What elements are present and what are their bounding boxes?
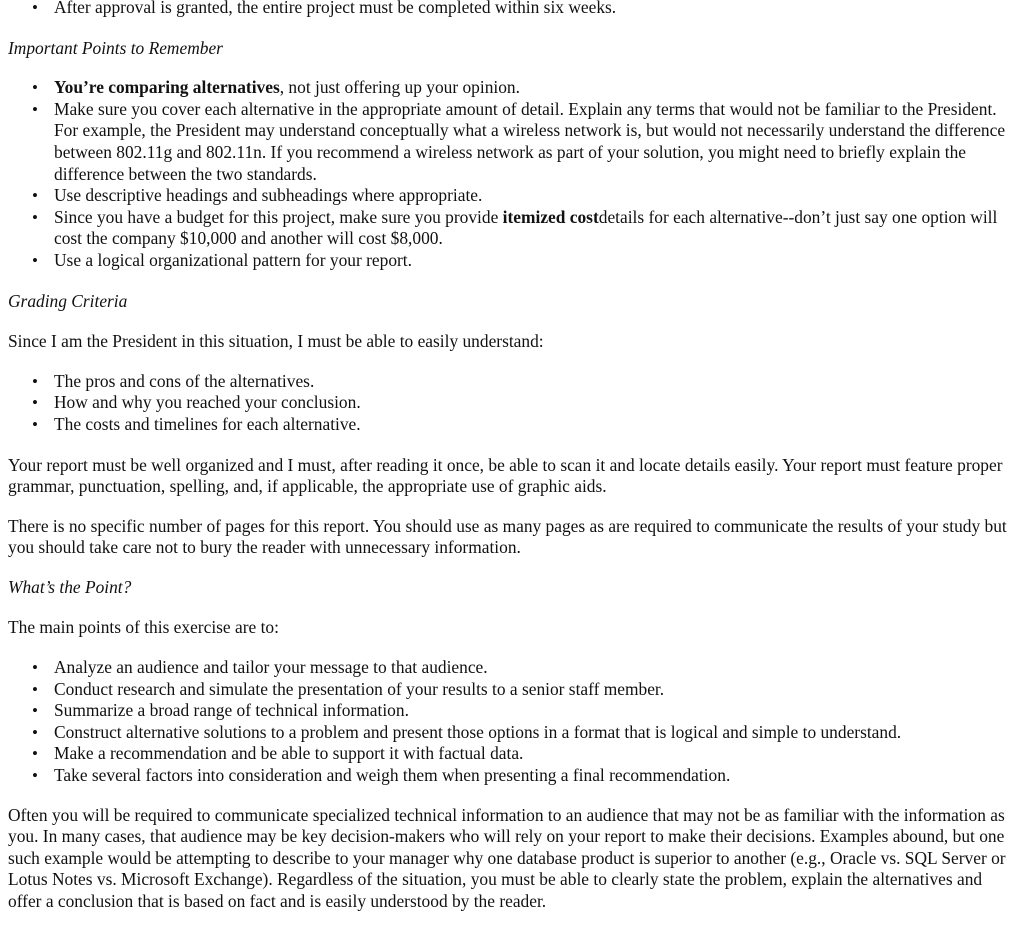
grading-criteria-list — [8, 371, 1012, 436]
document-body — [8, 0, 1012, 913]
list-item: • Use a logical organizational pattern for your report. — [54, 250, 1012, 272]
list-item: • How and why you reached your conclusion. — [54, 392, 1012, 414]
important-points-heading: Important Points to Remember — [8, 37, 223, 58]
list-item — [54, 77, 1012, 99]
organization-paragraph: Your report must be well organized and I must, after reading it once, be able to scan it and locate details easily. Your report must feature proper grammar, punctuation, spelling, and, if applicable, the appropriate use of graphic aids. — [8, 454, 1003, 497]
list-item: • Analyze an audience and tailor your message to that audience. — [54, 657, 1012, 679]
whats-the-point-heading: What’s the Point? — [8, 576, 132, 597]
list-item-text: details for each alternative--don’t just say one option will cost the company $10,000 and another will cost $8,000. — [54, 206, 998, 249]
list-item-text: , not just offering up your opinion. — [279, 77, 520, 98]
list-item: • The pros and cons of the alternatives. — [54, 371, 1012, 393]
page-count-paragraph: There is no specific number of pages for this report. You should use as many pages as are required to communicate the results of your study but you should take care not to bury the reader with unnecessary information. — [8, 515, 1007, 558]
bold-phrase: itemized cost — [502, 206, 599, 227]
bold-phrase: You’re comparing alternatives — [54, 77, 280, 98]
important-points-list — [8, 77, 1012, 271]
list-item: • Take several factors into consideration and weigh them when presenting a final recommendation. — [54, 765, 1012, 787]
project-timeline-list — [8, 0, 1012, 19]
grading-intro-paragraph: Since I am the President in this situation, I must be able to easily understand: — [8, 331, 544, 352]
list-item — [54, 207, 1012, 250]
list-item-text: Since you have a budget for this project, make sure you provide — [54, 206, 503, 227]
list-item: • The costs and timelines for each alternative. — [54, 414, 1012, 436]
list-item: • Summarize a broad range of technical information. — [54, 700, 1012, 722]
list-item: • Construct alternative solutions to a problem and present those options in a format that is logical and simple to understand. — [54, 722, 1012, 744]
list-item: • Use descriptive headings and subheadings where appropriate. — [54, 185, 1012, 207]
list-item: • Make sure you cover each alternative in the appropriate amount of detail. Explain any terms that would not be familiar to the President. For example, the President may understand conceptually what a wireless network is, but would not necessarily understand the difference between 802.11g and 802.11n. If you recommend a wireless network as part of your solution, you might need to briefly explain the difference between the two standards. — [54, 99, 1012, 185]
list-item: • Make a recommendation and be able to support it with factual data. — [54, 743, 1012, 765]
grading-criteria-heading: Grading Criteria — [8, 290, 128, 311]
closing-paragraph: Often you will be required to communicate specialized technical information to an audience that may not be as familiar with the information as you. In many cases, that audience may be key decision-makers who will rely on your report to make their decisions. Examples abound, but one such example would be attempting to describe to your manager why one database product is superior to another (e.g., Oracle vs. SQL Server or Lotus Notes vs. Microsoft Exchange). Regardless of the situation, you must be able to clearly state the problem, explain the alternatives and offer a conclusion that is based on fact and is easily understood by the reader. — [8, 804, 1006, 911]
main-points-list — [8, 657, 1012, 787]
list-item: • Conduct research and simulate the presentation of your results to a senior staff member. — [54, 679, 1012, 701]
main-points-intro: The main points of this exercise are to: — [8, 617, 279, 638]
list-item: • After approval is granted, the entire project must be completed within six weeks. — [54, 0, 1012, 19]
